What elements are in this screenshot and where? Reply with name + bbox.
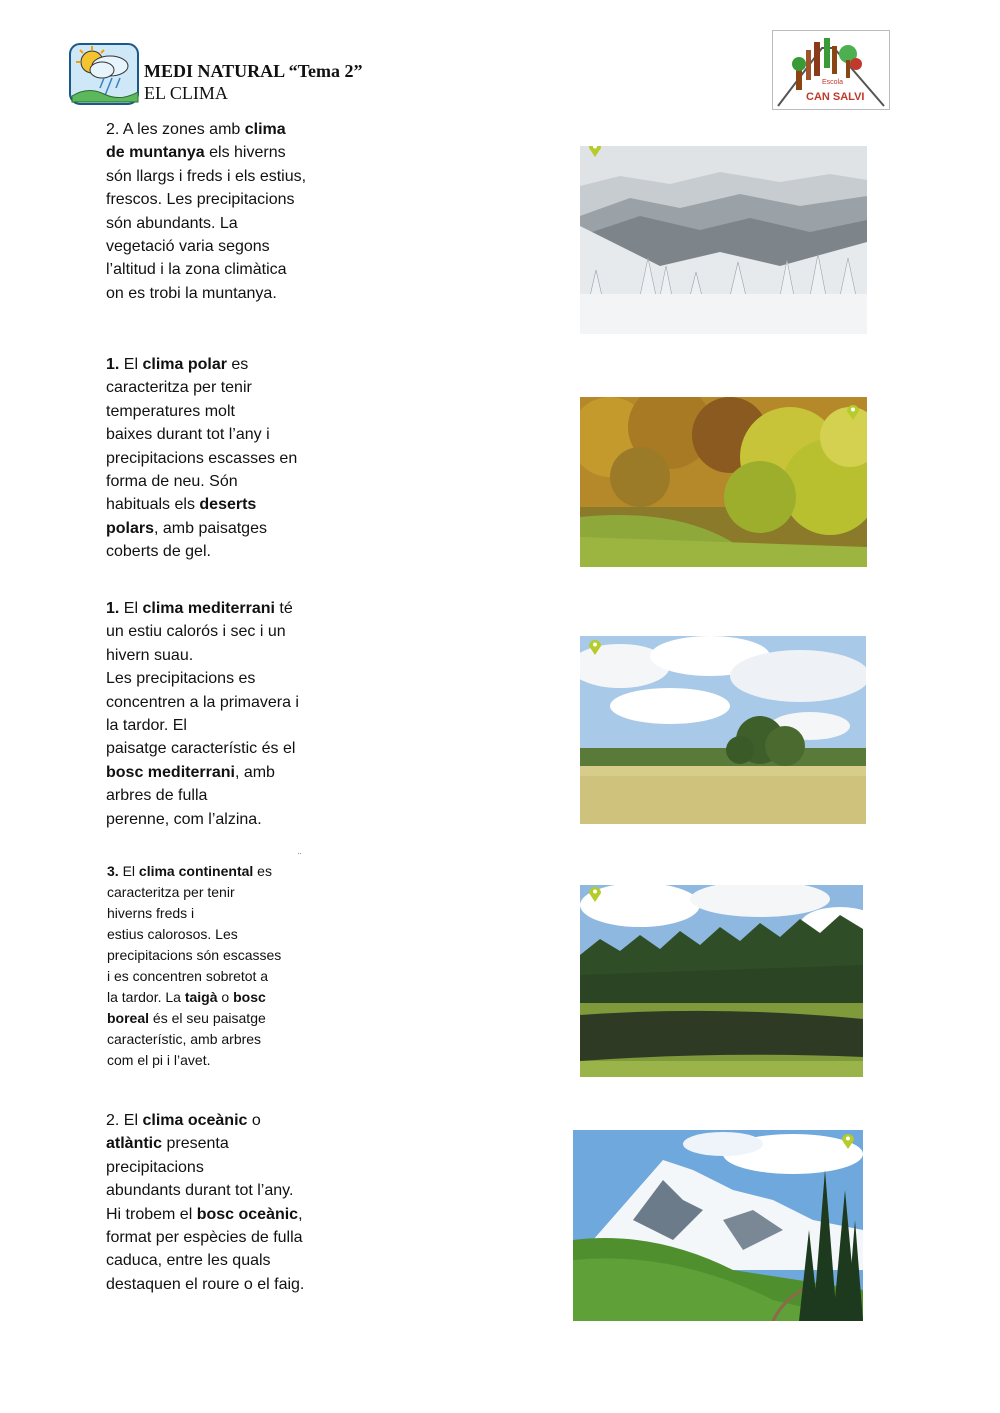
- photo-snowcapped-peak-meadow: [573, 1130, 863, 1321]
- school-logo-line2: CAN SALVI: [806, 91, 865, 103]
- text-block-continental: [107, 861, 347, 1071]
- text-run: o: [251, 1112, 261, 1129]
- text-run: , format per espècies de fulla caduca, entre les quals destaquen el roure o el faig.: [106, 1205, 305, 1293]
- text-run: presenta precipitacions abundants durant tot l’any. Hi trobem el: [106, 1135, 294, 1223]
- text-run: 2. A les zones amb: [106, 121, 245, 138]
- weather-logo-icon: [68, 42, 140, 106]
- bold-text-run: 3.: [107, 863, 119, 879]
- photo-deciduous-autumn-forest: [580, 397, 867, 567]
- text-run: , amb arbres de fulla perenne, com l’alzina.: [106, 763, 275, 828]
- text-run: té un estiu calorós i sec i un hivern suau. Les precipitacions es concentren a la primavera i la tardor. El paisatge característic és el: [106, 600, 299, 758]
- bold-text-run: 1.: [106, 356, 120, 373]
- text-run: es caracteritza per tenir temperatures molt baixes durant tot l’any i precipitacions escasses en forma de neu. Són habituals els: [106, 356, 298, 514]
- map-pin-icon: [588, 146, 602, 158]
- map-pin-icon: [846, 403, 860, 421]
- text-run: El: [118, 863, 139, 879]
- bold-text-run: deserts polars: [106, 496, 257, 537]
- bold-text-run: bosc oceànic: [196, 1205, 299, 1223]
- text-run: El: [119, 356, 143, 373]
- bold-text-run: taigà: [184, 989, 218, 1005]
- page-subtitle: EL CLIMA: [144, 83, 228, 103]
- page-header: [144, 60, 363, 104]
- school-logo: [772, 30, 890, 110]
- map-pin-icon: [588, 885, 602, 903]
- bold-text-run: clima polar: [142, 356, 227, 373]
- photo-snowy-mountain-forest: [580, 146, 867, 334]
- text-run: es caracteritza per tenir hiverns freds i estius calorosos. Les precipitacions són escasses i es concentren sobretot a la tardor. La: [107, 863, 282, 1005]
- bold-text-run: clima continental: [138, 863, 254, 879]
- school-logo-line1: Escola: [822, 79, 844, 86]
- photo-meadow-with-tree: [580, 636, 866, 824]
- map-pin-icon: [841, 1132, 855, 1150]
- text-block-mediterrani: [106, 597, 346, 831]
- text-block-polar: [106, 353, 346, 564]
- bold-text-run: clima mediterrani: [142, 600, 275, 617]
- text-block-muntanya: [106, 118, 346, 305]
- photo-boreal-lake-forest: [580, 885, 863, 1077]
- bold-text-run: bosc boreal: [107, 989, 266, 1026]
- bold-text-run: clima oceànic: [142, 1112, 248, 1129]
- text-run: els hiverns són llargs i freds i els estius, frescos. Les precipitacions són abundants. La vegetació varia segons l’altitud i la zona climàtica on es trobi la muntanya.: [106, 144, 307, 302]
- bold-text-run: clima de muntanya: [106, 121, 286, 162]
- bold-text-run: 1.: [106, 600, 120, 617]
- text-run: o: [217, 989, 234, 1005]
- text-run: és el seu paisatge característic, amb arbres com el pi i l’avet.: [107, 1010, 266, 1068]
- page-title: MEDI NATURAL “Tema 2”: [144, 61, 363, 81]
- text-block-oceanic: [106, 1109, 346, 1296]
- text-run: 2. El: [106, 1112, 143, 1129]
- text-run: , amb paisatges coberts de gel.: [106, 519, 267, 561]
- bold-text-run: atlàntic: [106, 1135, 163, 1153]
- text-run: El: [119, 600, 143, 617]
- stray-marks: ¨: [298, 852, 302, 863]
- map-pin-icon: [588, 638, 602, 656]
- bold-text-run: bosc mediterrani: [106, 763, 235, 781]
